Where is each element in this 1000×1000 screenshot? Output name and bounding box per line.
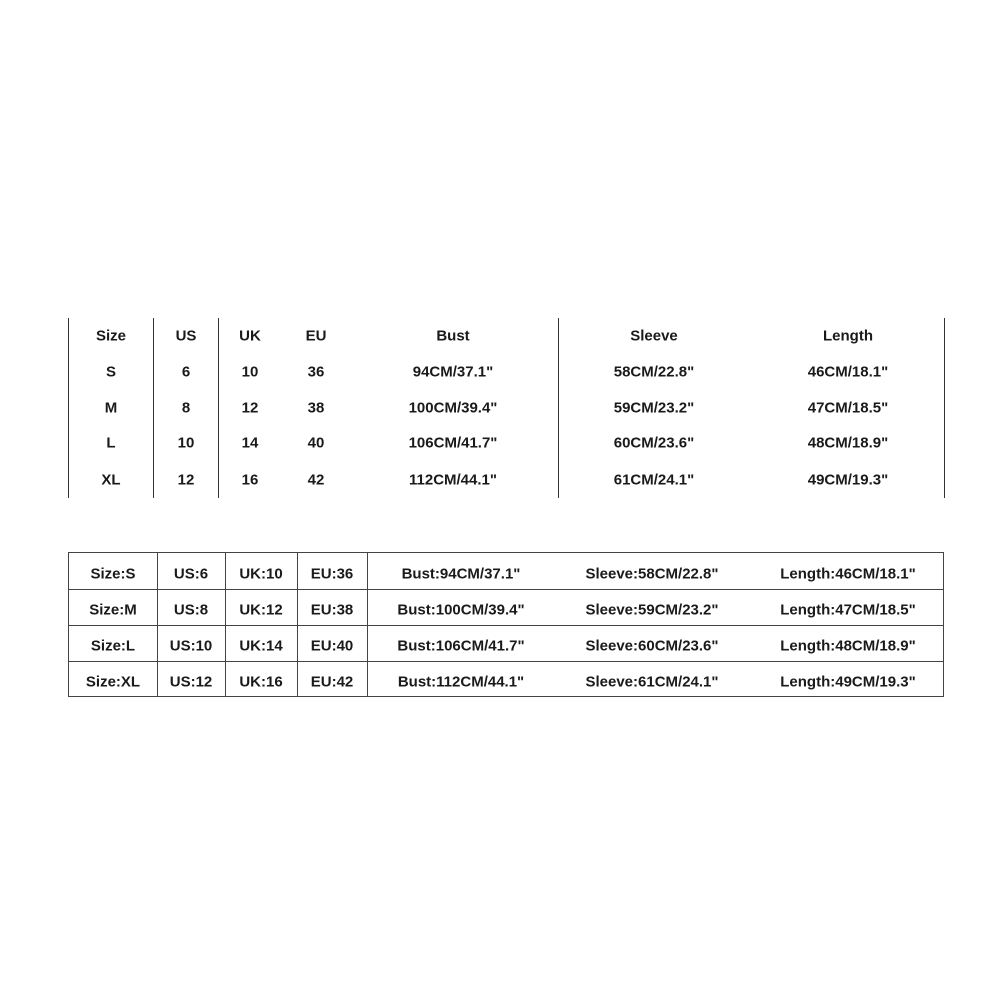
table-cell: UK:14 <box>239 637 283 655</box>
table-cell: 16 <box>241 471 259 489</box>
table-cell: 100CM/39.4" <box>408 399 498 417</box>
column-header: EU <box>305 327 327 345</box>
table-cell: Length:46CM/18.1" <box>780 565 916 583</box>
column-divider <box>297 553 298 696</box>
row-divider <box>69 589 943 590</box>
table-cell: Length:48CM/18.9" <box>780 637 916 655</box>
size-chart-grid-table <box>68 552 944 697</box>
row-divider <box>69 661 943 662</box>
table-cell: Length:49CM/19.3" <box>780 673 916 691</box>
table-cell: US:12 <box>169 673 213 691</box>
table-cell: S <box>105 363 117 381</box>
table-cell: 6 <box>181 363 191 381</box>
table-cell: Sleeve:61CM/24.1" <box>585 673 719 691</box>
table-cell: US:10 <box>169 637 213 655</box>
table-cell: UK:16 <box>239 673 283 691</box>
column-divider <box>157 553 158 696</box>
table-cell: 94CM/37.1" <box>412 363 494 381</box>
column-header: Length <box>823 327 873 345</box>
column-divider <box>558 318 559 498</box>
table-cell: EU:40 <box>310 637 354 655</box>
table-cell: 61CM/24.1" <box>613 471 695 489</box>
table-cell: 112CM/44.1" <box>408 471 498 489</box>
table-cell: 12 <box>241 399 259 417</box>
column-header: Bust <box>436 327 470 345</box>
table-cell: 59CM/23.2" <box>613 399 695 417</box>
table-cell: Sleeve:60CM/23.6" <box>585 637 719 655</box>
table-cell: 14 <box>241 434 259 452</box>
table-cell: 106CM/41.7" <box>408 434 498 452</box>
column-divider <box>367 553 368 696</box>
table-cell: Bust:94CM/37.1" <box>401 565 521 583</box>
table-cell: Sleeve:58CM/22.8" <box>585 565 719 583</box>
table-cell: 40 <box>307 434 325 452</box>
column-divider <box>153 318 154 498</box>
size-chart-table <box>68 318 945 498</box>
column-divider <box>218 318 219 498</box>
table-cell: 10 <box>177 434 195 452</box>
table-cell: 49CM/19.3" <box>807 471 889 489</box>
table-cell: 12 <box>177 471 195 489</box>
column-header: US <box>175 327 197 345</box>
table-cell: Size:L <box>90 637 136 655</box>
table-cell: 46CM/18.1" <box>807 363 889 381</box>
column-divider <box>68 318 69 498</box>
table-cell: Bust:112CM/44.1" <box>397 673 525 691</box>
table-cell: 60CM/23.6" <box>613 434 695 452</box>
row-divider <box>69 625 943 626</box>
table-cell: EU:42 <box>310 673 354 691</box>
table-cell: Bust:100CM/39.4" <box>397 601 525 619</box>
table-cell: 48CM/18.9" <box>807 434 889 452</box>
table-cell: Size:XL <box>85 673 141 691</box>
table-cell: 38 <box>307 399 325 417</box>
table-cell: EU:36 <box>310 565 354 583</box>
table-cell: EU:38 <box>310 601 354 619</box>
column-divider <box>225 553 226 696</box>
table-cell: Sleeve:59CM/23.2" <box>585 601 719 619</box>
table-cell: 42 <box>307 471 325 489</box>
column-header: Size <box>95 327 127 345</box>
column-divider <box>944 318 945 498</box>
table-cell: UK:10 <box>239 565 283 583</box>
table-cell: UK:12 <box>239 601 283 619</box>
table-cell: US:6 <box>173 565 209 583</box>
table-cell: 36 <box>307 363 325 381</box>
column-header: Sleeve <box>630 327 678 345</box>
table-cell: XL <box>101 471 121 489</box>
table-cell: Size:S <box>90 565 136 583</box>
table-cell: Length:47CM/18.5" <box>780 601 916 619</box>
table-cell: 10 <box>241 363 259 381</box>
table-cell: 47CM/18.5" <box>807 399 889 417</box>
table-cell: Size:M <box>89 601 137 619</box>
table-cell: US:8 <box>173 601 209 619</box>
table-cell: M <box>104 399 118 417</box>
table-cell: Bust:106CM/41.7" <box>397 637 525 655</box>
column-header: UK <box>239 327 261 345</box>
table-cell: L <box>106 434 116 452</box>
table-cell: 58CM/22.8" <box>613 363 695 381</box>
table-cell: 8 <box>181 399 191 417</box>
